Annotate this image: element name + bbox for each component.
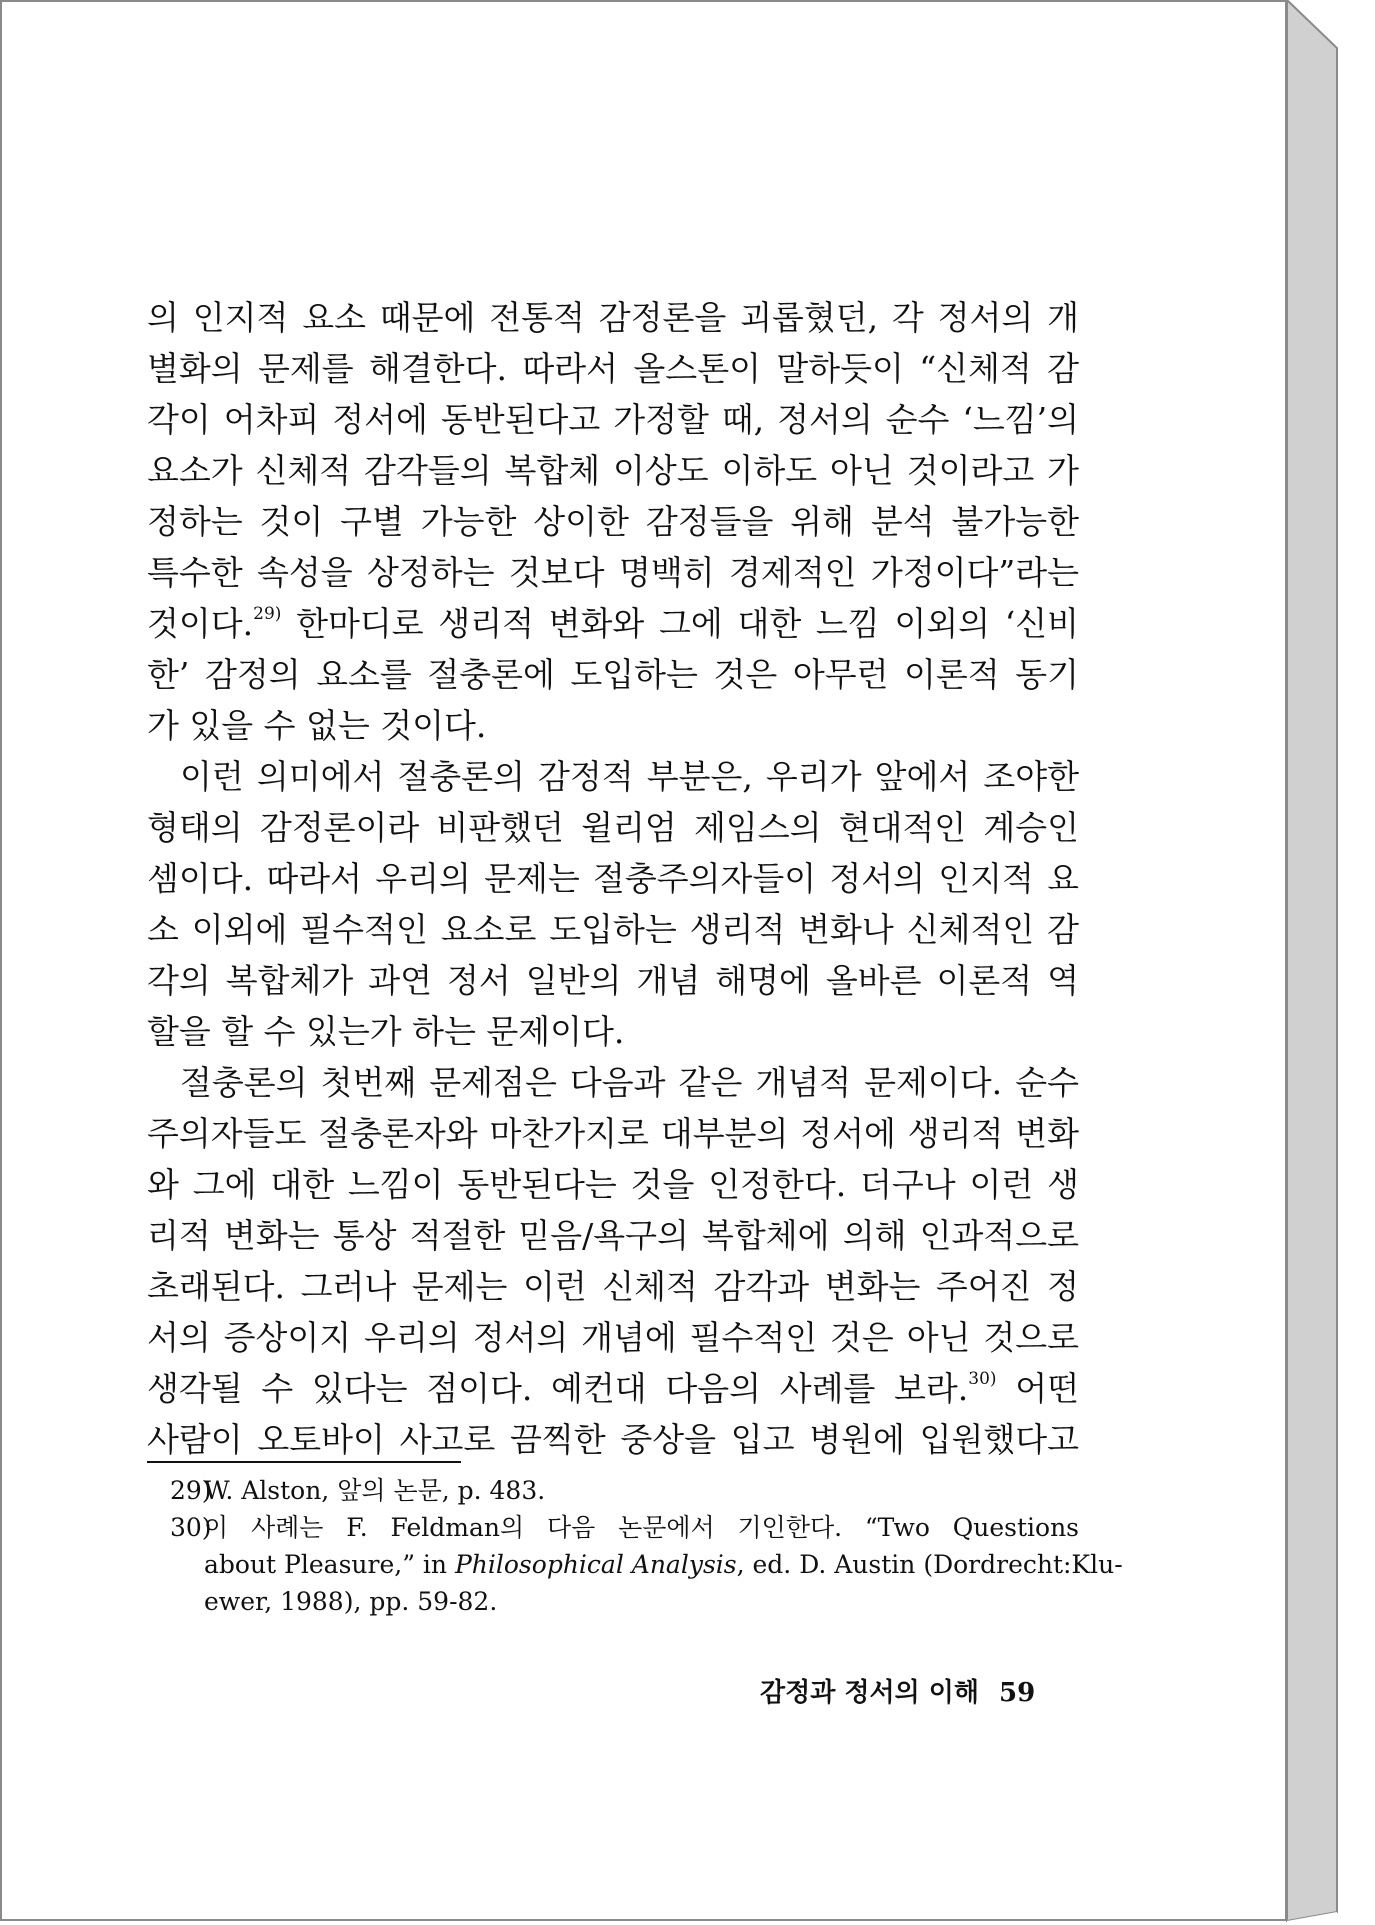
running-footer: [760, 1672, 1035, 1709]
footnote-text: 이 사례는 F. Feldman의 다음 논문에서 기인한다. “Two Questions: [204, 1513, 1079, 1542]
text-line: [147, 1159, 1079, 1210]
footnote-text: W. Alston, 앞의 논문, p. 483.: [204, 1476, 546, 1505]
text-line-content: 것이다.: [147, 604, 254, 643]
running-title: 감정과 정서의 이해: [760, 1678, 980, 1708]
text-line: [147, 1006, 1079, 1057]
text-line: [147, 496, 1079, 547]
page-number: 59: [999, 1678, 1036, 1708]
footnote-30: [170, 1509, 1079, 1546]
text-line: [147, 853, 1079, 904]
text-line: [147, 751, 1079, 802]
text-line-content: 정하는 것이 구별 가능한 상이한 감정들을 위해 분석 불가능한: [147, 502, 1079, 541]
text-line: [147, 292, 1079, 343]
text-line-content: 초래된다. 그러나 문제는 이런 신체적 감각과 변화는 주어진 정: [147, 1267, 1079, 1306]
text-line: [147, 649, 1079, 700]
text-line-content: 별화의 문제를 해결한다. 따라서 올스톤이 말하듯이 “신체적 감: [147, 349, 1079, 388]
text-line-content: 할을 할 수 있는가 하는 문제이다.: [147, 1012, 625, 1051]
text-line-content: 특수한 속성을 상정하는 것보다 명백히 경제적인 가정이다”라는: [147, 553, 1079, 592]
text-line: [147, 700, 1079, 751]
text-line-content: 가 있을 수 없는 것이다.: [147, 706, 487, 745]
text-line-content: 와 그에 대한 느낌이 동반된다는 것을 인정한다. 더구나 이런 생: [147, 1165, 1079, 1204]
footnote-reference: 30): [968, 1369, 997, 1389]
footnote-text: ewer, 1988), pp. 59-82.: [204, 1587, 498, 1616]
text-line: [147, 445, 1079, 496]
text-line-content: 각의 복합체가 과연 정서 일반의 개념 해명에 올바른 이론적 역: [147, 961, 1079, 1000]
footnotes: [170, 1472, 1123, 1620]
text-line: [147, 598, 1079, 649]
text-line: [147, 1261, 1079, 1312]
footnote-29: [170, 1472, 1079, 1509]
footnote-divider: [147, 1461, 461, 1463]
footnote-number: 29): [170, 1476, 212, 1505]
footnote-text: about Pleasure,” in: [204, 1550, 455, 1579]
text-line-content: 이런 의미에서 절충론의 감정적 부분은, 우리가 앞에서 조야한: [180, 757, 1079, 796]
footnote-30-line-3: [170, 1583, 1079, 1620]
text-line-content: 요소가 신체적 감각들의 복합체 이상도 이하도 아닌 것이라고 가: [147, 451, 1079, 490]
text-line: [147, 343, 1079, 394]
text-line: [147, 955, 1079, 1006]
text-line: [147, 547, 1079, 598]
text-line: [147, 802, 1079, 853]
text-line-content: 리적 변화는 통상 적절한 믿음/욕구의 복합체에 의해 인과적으로: [147, 1216, 1079, 1255]
text-line-content: 사람이 오토바이 사고로 끔찍한 중상을 입고 병원에 입원했다고: [147, 1420, 1079, 1459]
footnote-reference: 29): [253, 604, 282, 624]
text-line-content: 서의 증상이지 우리의 정서의 개념에 필수적인 것은 아닌 것으로: [147, 1318, 1079, 1357]
text-line-content: 한마디로 생리적 변화와 그에 대한 느낌 이외의 ‘신비: [281, 604, 1079, 643]
text-line: [147, 1312, 1079, 1363]
text-line: [147, 1363, 1079, 1414]
text-line-content: 한’ 감정의 요소를 절충론에 도입하는 것은 아무런 이론적 동기: [147, 655, 1079, 694]
text-line-content: 생각될 수 있다는 점이다. 예컨대 다음의 사례를 보라.: [147, 1369, 969, 1408]
text-line-content: 셈이다. 따라서 우리의 문제는 절충주의자들이 정서의 인지적 요: [147, 859, 1079, 898]
footnote-number: 30): [170, 1513, 212, 1542]
body-text: [147, 292, 1079, 1465]
book-title-italic: Philosophical Analysis: [454, 1550, 737, 1579]
text-line: [147, 1057, 1079, 1108]
footnote-30-line-2: [170, 1546, 1123, 1583]
text-line-content: 의 인지적 요소 때문에 전통적 감정론을 괴롭혔던, 각 정서의 개: [147, 298, 1079, 337]
text-line-content: 소 이외에 필수적인 요소로 도입하는 생리적 변화나 신체적인 감: [147, 910, 1079, 949]
footnote-text: , ed. D. Austin (Dordrecht:Klu-: [736, 1550, 1123, 1579]
text-line-content: 각이 어차피 정서에 동반된다고 가정할 때, 정서의 순수 ‘느낌’의: [147, 400, 1079, 439]
text-line-content: 주의자들도 절충론자와 마찬가지로 대부분의 정서에 생리적 변화: [147, 1114, 1079, 1153]
text-line: [147, 904, 1079, 955]
text-line: [147, 1108, 1079, 1159]
text-line: [147, 1414, 1079, 1465]
text-line: [147, 1210, 1079, 1261]
text-line-content: 형태의 감정론이라 비판했던 윌리엄 제임스의 현대적인 계승인: [147, 808, 1079, 847]
text-line-content: 어떤: [996, 1369, 1079, 1408]
text-line-content: 절충론의 첫번째 문제점은 다음과 같은 개념적 문제이다. 순수: [180, 1063, 1079, 1102]
text-line: [147, 394, 1079, 445]
